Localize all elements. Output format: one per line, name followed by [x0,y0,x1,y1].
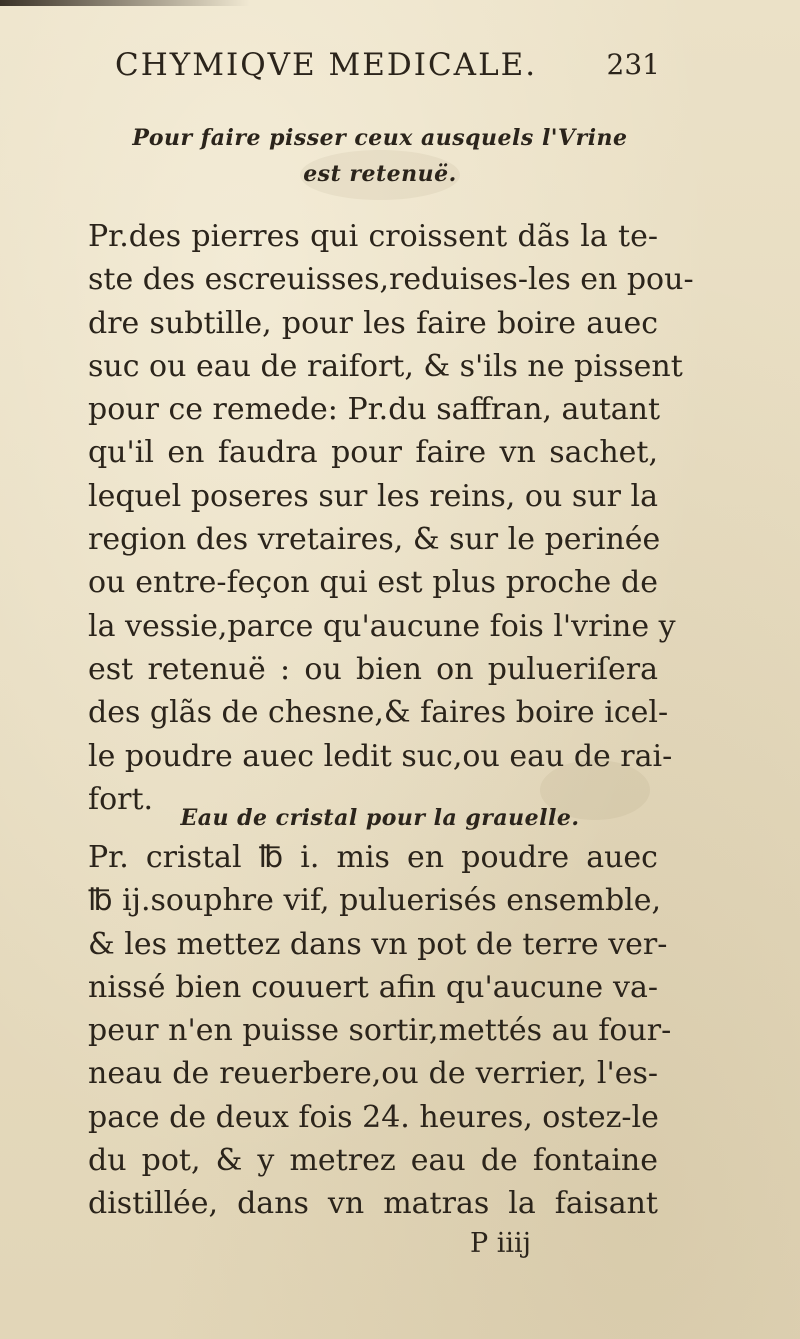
text-line: suc ou eau de raifort, & s'ils ne pissent [88,348,683,384]
text-line: le poudre auec ledit suc,ou eau de rai- [88,738,673,774]
text-line: est retenuë : ou bien on pulueriſera [88,651,658,687]
text-line: la vessie,parce qu'aucune fois l'vrine y [88,608,676,644]
text-line: des glãs de chesne,& faires boire icel- [88,695,669,731]
section-heading [130,120,630,192]
text-line: Pr.des pierres qui croissent dãs la te- [88,219,658,254]
text-line: lequel poseres sur les reins, ou sur la [88,478,658,514]
section-heading-line: Eau de cristal pour la grauelle. [180,805,580,831]
text-line: region des vretaires, & sur le perinée [88,522,661,558]
text-line: & les mettez dans vn pot de terre ver- [88,926,668,962]
text-line: dre subtille, pour les faire boire auec [88,305,658,341]
text-line: neau de reuerbere,ou de verrier, l'es- [88,1056,658,1092]
text-line: pour ce remede: Pr.du saffran, autant [88,392,661,428]
section-heading [160,800,600,836]
text-line: fort. [88,781,154,817]
text-line: peur n'en puisse sortir,mettés au four- [88,1013,672,1049]
section-heading-line: est retenuë. [303,161,457,187]
text-line: ou entre-feçon qui est plus proche de [88,565,658,601]
text-line: nissé bien couuert afin qu'aucune va- [88,969,658,1005]
section-heading-line: Pour faire pisser ceux ausquels l'Vrine [132,125,628,151]
text-line: ℔ ij.souphre vif, puluerisés ensemble, [88,883,662,919]
text-line: ste des escreuisses,reduises-les en pou- [88,262,694,298]
signature-mark: P iiij [470,1228,532,1259]
recipe-paragraph [88,836,672,1226]
text-line: pace de deux fois 24. heures, ostez-le [88,1099,659,1135]
page-top-edge-shadow [0,0,250,6]
text-line: du pot, & y metrez eau de fontaine [88,1143,658,1179]
text-line: distillée, dans vn matras la faisant [88,1186,658,1222]
text-line: qu'il en faudra pour faire vn sachet, [88,435,658,471]
page-number: 231 [606,48,660,81]
recipe-paragraph [88,215,694,821]
running-title: CHYMIQVE MEDICALE. [115,47,538,83]
text-line: Pr. cristal ℔ i. mis en poudre auec [88,840,658,875]
page-header [110,40,670,90]
